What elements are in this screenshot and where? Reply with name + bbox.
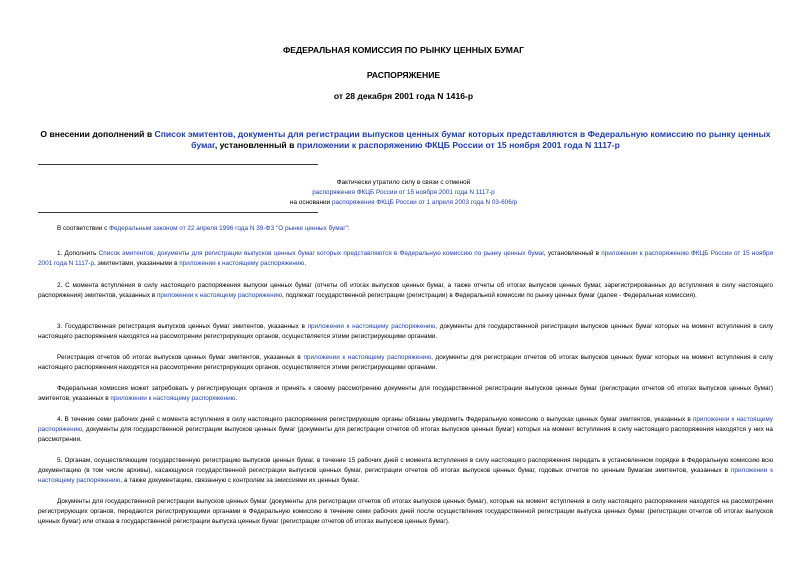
preamble-prefix: В соответствии с xyxy=(57,225,110,232)
p5-link-appendix[interactable]: приложении к настоящему распоряжению xyxy=(110,395,236,402)
status-note-link-03-606[interactable]: распоряжения ФКЦБ России от 1 апреля 2003 года N 03-606/р xyxy=(331,199,518,206)
divider-top xyxy=(38,164,318,165)
p1-mid2: , эмитентами, указанными в xyxy=(94,260,180,267)
status-note-line1: Фактически утратило силу в связи с отменой xyxy=(336,179,471,186)
p7-suffix: , а также документацию, связанную с контролем за эмиссиями их ценных бумаг. xyxy=(120,477,360,484)
p7-link-appendix[interactable]: приложении к настоящему распоряжению xyxy=(38,467,774,484)
paragraph-2 xyxy=(38,281,773,301)
title-link-issuer-list[interactable]: Список эмитентов, документы для регистрации выпусков ценных бумаг которых представляются в Федеральную комиссию по рынку ценных бумаг xyxy=(154,129,771,150)
paragraph-1 xyxy=(38,249,773,269)
p4-link-appendix[interactable]: приложении к настоящему распоряжению xyxy=(303,354,432,361)
p1-link-appendix[interactable]: приложении к настоящему распоряжению xyxy=(179,260,305,267)
p1-link-order-1117[interactable]: приложении к распоряжению ФКЦБ России от 15 ноября 2001 года N 1117-р xyxy=(38,250,774,267)
paragraph-7 xyxy=(38,456,773,486)
p5-suffix: . xyxy=(235,395,238,402)
p4-prefix: Регистрация отчетов об итогах выпусков ценных бумаг эмитентов, указанных в xyxy=(57,354,304,361)
p6-prefix: 4. В течение семи рабочих дней с момента вступления в силу настоящего распоряжения регистрирующие органы обязаны уведомить Федеральную комиссию о выпусках ценных бумаг эмитентов, указанных в xyxy=(57,416,693,423)
p2-suffix: , подлежат государственной регистрации (регистрации) в Федеральной комиссии по рынку ценных бумаг (далее - Федеральная комиссия). xyxy=(282,292,697,299)
p7-prefix: 5. Органам, осуществляющим государственную регистрацию выпусков ценных бумаг, в течение 15 рабочих дней с момента вступления в силу настоящего распоряжения передать в установленном порядке в Федеральную комиссию всю документацию (в том числе архивы), касающуюся государственной регистрации выпусков ценных бумаг, регистрации отчетов об итогах выпусков ценных бумаг, годовых отчетов по ценным бумагам эмитентов, указанных в xyxy=(38,457,773,474)
p5-prefix: Федеральная комиссия может затребовать у регистрирующих органов и принять к своему рассмотрению документы для государственной регистрации выпусков ценных бумаг (регистрации отчетов об итогах выпусков ценных бумаг) эмитентов, указанных в xyxy=(38,385,773,402)
preamble-suffix: : xyxy=(347,225,350,232)
status-note xyxy=(0,178,807,208)
p3-prefix: 3. Государственная регистрация выпусков ценных бумаг эмитентов, указанных в xyxy=(57,323,308,330)
p3-link-appendix[interactable]: приложении к настоящему распоряжению xyxy=(307,323,436,330)
title-prefix: О внесении дополнений в xyxy=(40,129,155,139)
document-title xyxy=(38,129,773,151)
title-mid: , установленный в xyxy=(214,140,297,150)
p1-prefix: 1. Дополнить xyxy=(57,250,99,257)
p4-suffix: , документы для регистрации отчетов об итогах выпусков ценных бумаг которых на момент вступления в силу настоящего распоряжения находятся на рассмотрении регистрирующих органов, осуществляется этими регистрирующими органами. xyxy=(38,354,773,371)
p3-suffix: , документы для государственной регистрации выпусков ценных бумаг которых на момент вступления в силу настоящего распоряжения находятся на рассмотрении регистрирующих органов, осуществляется этими регистрирующими органами. xyxy=(38,323,774,340)
p1-suffix: . xyxy=(304,260,307,267)
p2-link-appendix[interactable]: приложении к настоящему распоряжению xyxy=(156,292,282,299)
p6-suffix: , документы для государственной регистрации выпусков ценных бумаг (документы для регистрации отчетов об итогах выпусков ценных бумаг) которых на момент вступления в силу настоящего распоряжения находятся у них на рассмотрении. xyxy=(38,426,773,443)
paragraph-4 xyxy=(38,353,773,373)
p1-mid1: , установленный в xyxy=(543,250,602,257)
issuer-heading: ФЕДЕРАЛЬНАЯ КОМИССИЯ ПО РЫНКУ ЦЕННЫХ БУМАГ xyxy=(282,45,525,55)
link-federal-law-39[interactable]: Федеральным законом от 22 апреля 1996 года N 39-ФЗ "О рынке ценных бумаг" xyxy=(109,225,348,232)
paragraph-8: Документы для государственной регистрации выпусков ценных бумаг (документы для регистрации отчетов об итогах выпусков ценных бумаг), которые на момент вступления в силу настоящего распоряжения находятся на рассмотрении регистрирующих органов, передаются регистрирующими органами в Федеральную комиссию в течение семи рабочих дней после осуществления государственной регистрации выпуска ценных бумаг (регистрации отчетов об итогах выпусков ценных бумаг) или отказа в государственной регистрации выпуска ценных бумаг (регистрации отчетов об итогах выпусков ценных бумаг). xyxy=(38,498,773,525)
preamble xyxy=(38,224,773,234)
paragraph-5 xyxy=(38,384,773,404)
document-type: РАСПОРЯЖЕНИЕ xyxy=(366,70,441,80)
status-note-line3-prefix: на основании xyxy=(289,199,332,206)
status-note-link-1117[interactable]: распоряжения ФКЦБ России от 15 ноября 2001 года N 1117-р xyxy=(312,189,495,196)
paragraph-3 xyxy=(38,322,773,342)
document-date-number: от 28 декабря 2001 года N 1416-р xyxy=(333,91,474,101)
p1-link-issuer-list[interactable]: Список эмитентов, документы для регистрации выпусков ценных бумаг которых представляются в Федеральную комиссию по рынку ценных бумаг xyxy=(98,250,544,257)
paragraph-6 xyxy=(38,415,773,445)
p2-prefix: 2. С момента вступления в силу настоящего распоряжения выпуски ценных бумаг (отчеты об итогах выпусков ценных бумаг, а также отчеты об итогах выпусков ценных бумаг, зарегистрированных до вступления в силу настоящего распоряжения) эмитентов, указанных в xyxy=(38,282,773,299)
divider-bottom xyxy=(38,212,318,213)
title-link-order-1117[interactable]: приложении к распоряжению ФКЦБ России от 15 ноября 2001 года N 1117-р xyxy=(296,140,620,150)
p6-link-appendix[interactable]: приложении к настоящему распоряжению xyxy=(38,416,773,433)
